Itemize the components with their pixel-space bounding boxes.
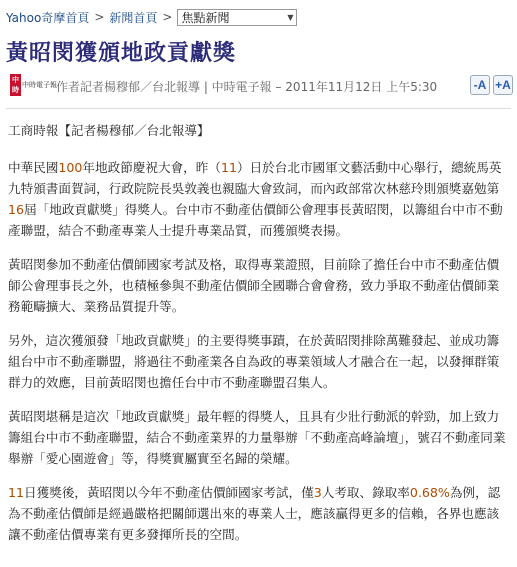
section-select-value: 焦點新聞 <box>181 10 230 25</box>
section-select[interactable] <box>177 9 297 26</box>
text-run: 日獲獎後，黃昭閔以今年不動產估價師國家考試，僅 <box>24 485 314 500</box>
article-paragraph-1 <box>8 157 508 241</box>
article-lead: 工商時報【記者楊穆郁／台北報導】 <box>8 123 210 138</box>
breadcrumb-yahoo-home-link[interactable]: Yahoo奇摩首頁 <box>6 10 90 25</box>
byline: 作者記者楊穆郁／台北報導 | 中時電子報 – 2011年11月12日 上午5:30 <box>56 80 438 94</box>
text-run: 年地政節慶祝大會，昨（ <box>82 160 221 175</box>
article-paragraph-3: 另外，這次獲頒發「地政貢獻獎」的主要得獎事蹟，在於黃昭閔排除萬難發起、並成功籌組台中市不動產聯盟，將過往不動產業各自為政的專業領域人才融合在一起，以發揮群策群力的效應，目前黃昭閔也擔任台中市不動產聯盟召集人。 <box>8 333 500 390</box>
text-run: 屆「地政貢獻獎」得獎人。台中市不動產估價師公會理事長黃昭閔，以籌組台中市不動產聯盟，結合不動產專業人士提升專業品質，而獲頒獎表揚。 <box>8 202 503 238</box>
article-paragraph-4: 黃昭閔堪稱是這次「地政貢獻獎」最年輕的得獎人，且具有少壯行動派的幹勁，加上致力籌組台中市不動產聯盟，結合不動產業界的力量舉辦「不動產高峰論壇」，號召不動產同業舉辦「愛心園遊會」等，得獎實屬實至名歸的榮耀。 <box>8 409 506 466</box>
breadcrumb <box>6 7 297 27</box>
source-logo-mark: 中時 <box>12 76 19 94</box>
font-larger-button[interactable]: +A <box>493 75 513 95</box>
text-run: ）日於台北市國軍文藝活動中心舉行，總統馬英九特頒書面賀詞，行政院院長吳敦義也親臨大會致詞，而內政部常次林慈玲則頒獎嘉勉第 <box>8 160 502 196</box>
article-paragraph-5 <box>8 482 508 545</box>
font-smaller-button[interactable]: -A <box>470 75 490 95</box>
breadcrumb-separator: > <box>94 10 105 24</box>
article-body <box>8 120 508 558</box>
source-logo <box>10 76 57 94</box>
number-highlight: 3 <box>313 485 322 500</box>
divider <box>6 108 511 109</box>
source-logo-text: 中時電子報 <box>22 81 57 89</box>
number-highlight: 11 <box>220 160 237 175</box>
number-highlight: 11 <box>8 485 25 500</box>
breadcrumb-separator: > <box>162 10 173 24</box>
article-title: 黃昭閔獲頒地政貢獻獎 <box>6 41 237 66</box>
number-highlight: 16 <box>8 202 25 217</box>
breadcrumb-news-home-link[interactable]: 新聞首頁 <box>109 10 158 25</box>
text-run: 為例，認為不動產估價師是經過嚴格把關師選出來的專業人士，應該贏得更多的信賴，各界也應該讓不動產估價專業有更多發揮所長的空間。 <box>8 485 501 542</box>
text-run: 中華民國 <box>8 160 59 175</box>
chevron-down-icon: ▼ <box>287 12 294 22</box>
number-highlight: 0.68% <box>409 485 450 500</box>
text-run: 人考取、錄取率 <box>321 485 410 500</box>
article-paragraph-2: 黃昭閔參加不動產估價師國家考試及格，取得專業證照，目前除了擔任台中市不動產估價師公會理事長之外，也積極參與不動產估價師全國聯合會會務，致力爭取不動產估價師業務範疇擴大、業務品質提升等。 <box>8 257 500 314</box>
number-highlight: 100 <box>58 160 83 175</box>
article-meta <box>6 75 511 97</box>
